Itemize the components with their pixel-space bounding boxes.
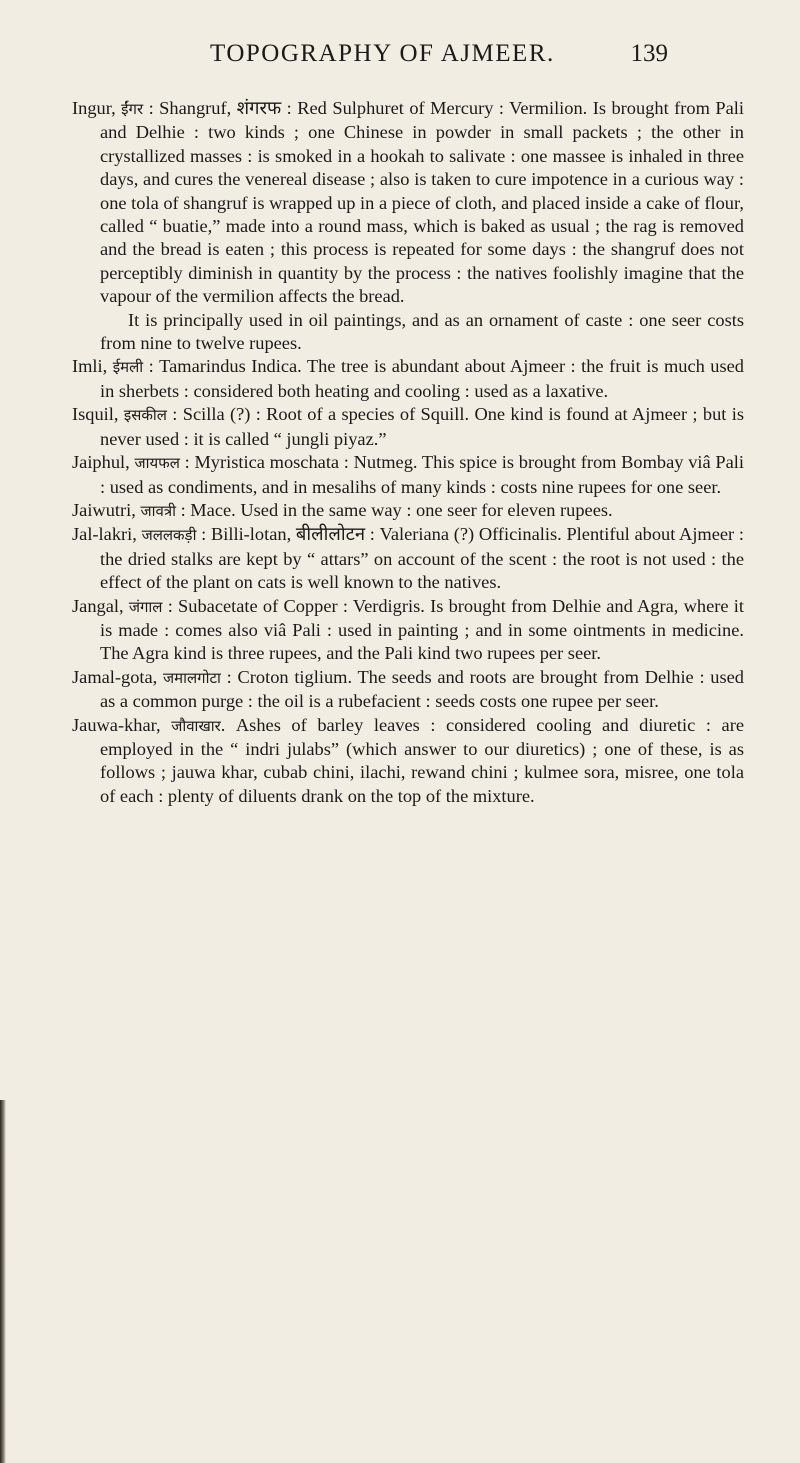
entry-term: Ingur, bbox=[72, 98, 116, 118]
entry-text: : Shangruf, शंगरफ : Red Sulphuret of Mercury : Vermilion. Is brought from Pali and Delhie : two kinds ; one Chinese in powder in small packets ; the other in crystallized masses : is smoked in a hookah to salivate : one massee is inhaled in three days, and cures the venereal disease ; also is taken to cure impotence in a curious way : one tola of shangruf is wrapped up in a piece of cloth, and placed inside a cake of flour, called “ buatie,” made into a round mass, which is baked as usual ; the rag is removed and the bread is eaten ; this process is repeated for some days : the shangruf does not perceptibly diminish in quantity by the process : the natives foolishly imagine that the vapour of the vermilion affects the bread. bbox=[100, 98, 744, 307]
entry-imli bbox=[72, 355, 744, 403]
entry-term: Jamal-gota, bbox=[72, 666, 158, 687]
page-number: 139 bbox=[630, 40, 668, 67]
entry-text: : Subacetate of Copper : Verdigris. Is brought from Delhie and Agra, where it is made : comes also viâ Pali : used in painting ; and in some ointments in medicine. The Agra kind is three rupees, and the Pali kind two rupees per seer. bbox=[100, 595, 744, 664]
entry-native-script: जललकड़ी bbox=[141, 526, 197, 545]
scan-edge-shadow bbox=[0, 1100, 6, 1463]
entry-text: : Billi-lotan, बीलीलोटन : Valeriana (?) Officinalis. Plentiful about Ajmeer : the dried stalks are kept by “ attars” on account of the scent : the root is not used : the effect of the plant on cats is well known to the natives. bbox=[100, 524, 744, 593]
entry-native-script: ईंगर bbox=[121, 100, 144, 118]
running-title: TOPOGRAPHY OF AJMEER. bbox=[210, 40, 555, 67]
entry-native-script: इसकील bbox=[123, 406, 167, 425]
entry-jangal bbox=[72, 595, 744, 666]
entry-native-script: जौवाखार bbox=[171, 716, 221, 735]
entry-term: Jangal, bbox=[72, 595, 124, 616]
entry-jaiwutri bbox=[72, 499, 744, 523]
entry-text: : Scilla (?) : Root of a species of Squill. One kind is found at Ajmeer ; but is never used : it is called “ jungli piyaz.” bbox=[100, 404, 744, 449]
entry-term: Jal-lakri, bbox=[72, 524, 137, 545]
entry-term: Imli, bbox=[72, 356, 108, 377]
entry-term: Jaiwutri, bbox=[72, 499, 136, 520]
entry-text: . Ashes of barley leaves : considered cooling and diuretic : are employed in the “ indri julabs” (which answer to our diuretics) ; one of these, is as follows ; jauwa khar, cubab chini, ilachi, rewand chini ; kulmee sora, misree, one tola of each : plenty of diluents drank on the top of the mixture. bbox=[100, 714, 744, 806]
entry-isquil bbox=[72, 403, 744, 451]
entry-native-script: ईमली bbox=[112, 358, 144, 377]
entry-term: Isquil, bbox=[72, 404, 119, 425]
entry-text: : Mace. Used in the same way : one seer for eleven rupees. bbox=[176, 499, 613, 520]
entry-native-script: जंगाल bbox=[128, 597, 163, 616]
entry-text: It is principally used in oil paintings, and as an ornament of caste : one seer costs from nine to twelve rupees. bbox=[100, 309, 744, 354]
glossary-body bbox=[72, 97, 744, 808]
entry-text: : Myristica moschata : Nutmeg. This spice is brought from Bombay viâ Pali : used as condiments, and in mesalihs of many kinds : costs nine rupees for one seer. bbox=[100, 452, 744, 497]
entry-term: Jaiphul, bbox=[72, 452, 130, 473]
entry-ingur bbox=[72, 97, 744, 309]
entry-text: : Tamarindus Indica. The tree is abundant about Ajmeer : the fruit is much used in sherbets : considered both heating and cooling : used as a laxative. bbox=[100, 356, 744, 401]
entry-jaiphul bbox=[72, 451, 744, 499]
entry-native-script: जमालगोटा bbox=[163, 668, 221, 687]
entry-jamal-gota bbox=[72, 666, 744, 714]
entry-term: Jauwa-khar, bbox=[72, 714, 161, 735]
entry-jal-lakri bbox=[72, 523, 744, 594]
page-header bbox=[0, 40, 800, 76]
entry-jauwa-khar bbox=[72, 714, 744, 809]
entry-text: : Croton tiglium. The seeds and roots are brought from Delhie : used as a common purge : the oil is a rubefacient : seeds costs one rupee per seer. bbox=[100, 666, 744, 712]
entry-native-script: जायफल bbox=[134, 454, 180, 473]
entry-ingur-continuation bbox=[72, 309, 744, 356]
entry-native-script: जावत्री bbox=[140, 501, 176, 520]
